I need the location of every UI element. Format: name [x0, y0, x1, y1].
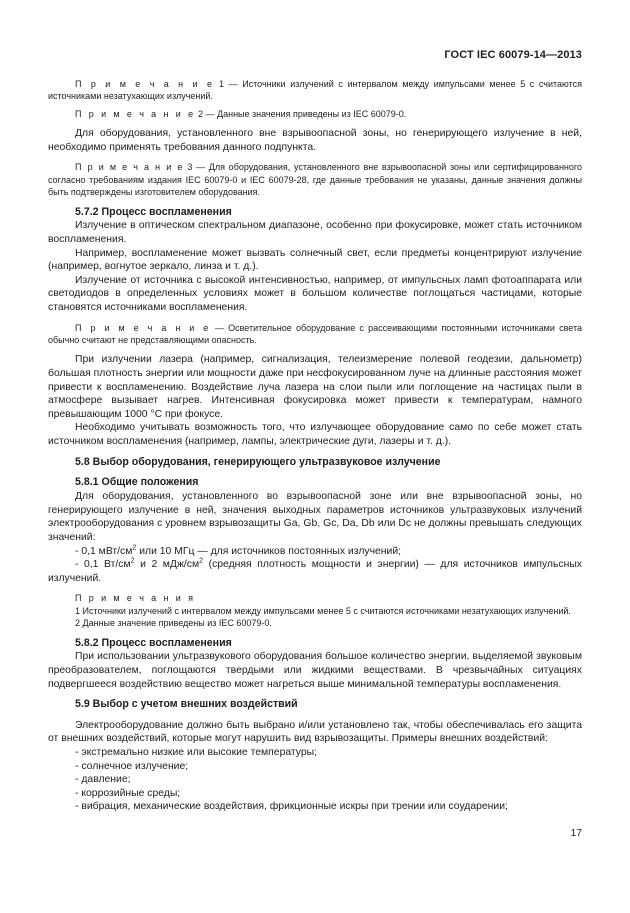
note-label: П р и м е ч а н и е: [75, 162, 184, 173]
paragraph: Необходимо учитывать возможность того, что излучающее оборудование само по себе может стать источником воспламенения (например, лампы, электрические дуги, лазеры и т. д.).: [48, 422, 582, 447]
section-heading-5-7-2: 5.7.2 Процесс воспламенения: [75, 205, 232, 218]
notes-label: [48, 592, 582, 604]
paragraph: При излучении лазера (например, сигнализация, телеизмерение полевой геодезии, дальнометр) большая плотность энергии или мощности даже при несфокусированном луче на длинные расстояния может привести к воспламенению. Воздействие луча лазера на слои пыли или поглощение на частицах пыли в атмосфере вызывает нагрев. Интенсивная фокусировка может привести к температурам, намного превышающим 1000 °С при фокусе.: [48, 354, 582, 420]
superscript: 2: [130, 557, 135, 565]
note: 2 Данные значение приведены из IEC 60079-0.: [75, 618, 272, 629]
note-1: [48, 78, 582, 103]
note: [48, 322, 582, 347]
paragraph: Излучение от источника с высокой интенсивностью, например, от импульсных ламп фотоаппарата или светодиодов в определенных условиях может в большом количестве поглощаться частицами, которые становятся источниками воспламенения.: [48, 274, 582, 313]
note-2: [48, 108, 582, 120]
list-item: - вибрация, механические воздействия, фрикционные искры при трении или соударении;: [75, 801, 508, 813]
list-item: - экстремально низкие или высокие температуры;: [75, 747, 317, 759]
list-item: - коррозийные среды;: [75, 787, 181, 799]
note-3: [48, 161, 582, 198]
note-label: П р и м е ч а н и е: [75, 79, 215, 89]
note: 1 Источники излучений с интервалом между импульсами менее 5 с считаются источниками незатухающих излучений.: [75, 605, 571, 616]
list-item: [48, 545, 582, 559]
note-label: П р и м е ч а н и е: [75, 322, 211, 333]
document-id-header: ГОСТ IEC 60079-14—2013: [444, 49, 582, 61]
note-text: 3 — Для оборудования, установленного вне взрывоопасной зоны или сертифицированного согласно требованиям издания IEC 60079-0 и IEC 60079-28, где данные требования не указаны, данные значения должны быть подтверждены изготовителем оборудования.: [48, 162, 583, 198]
list-text: или 10 МГц — для источников постоянных излучений;: [136, 545, 402, 557]
paragraph: Для оборудования, установленного вне взрывоопасной зоны, но генерирующего излучение в ней, необходимо применять требования данного подпункта.: [48, 128, 582, 153]
list-text: - 0,1 Вт/см: [75, 559, 131, 571]
list-text: - 0,1 мВт/см: [75, 545, 133, 557]
list-text: и 2 мДж/см: [134, 559, 200, 571]
section-heading-5-9: 5.9 Выбор с учетом внешних воздействий: [75, 698, 298, 711]
section-heading-5-8: 5.8 Выбор оборудования, генерирующего ультразвуковое излучение: [75, 455, 441, 468]
note-text: 2 — Данные значения приведены из IEC 60079-0.: [195, 108, 407, 119]
section-heading-5-8-2: 5.8.2 Процесс воспламенения: [75, 636, 232, 649]
note-label: П р и м е ч а н и я: [75, 593, 196, 604]
page-number: 17: [570, 828, 582, 839]
superscript: 2: [199, 557, 204, 565]
list-item: - давление;: [75, 774, 131, 786]
page-content: [48, 78, 582, 814]
list-item: - солнечное излучение;: [75, 760, 189, 772]
paragraph: Для оборудования, установленного во взрывоопасной зоне или вне взрывоопасной зоны, но генерирующего излучение в ней, значения выходных параметров источников ультразвуковых излучений электрооборудования с уровнем взрывозащиты Ga, Gb, Gc, Da, Db или Dc не должны превышать следующих значений:: [48, 491, 582, 543]
paragraph: Излучение в оптическом спектральном диапазоне, особенно при фокусировке, может стать источником воспламенения.: [48, 220, 582, 246]
note-label: П р и м е ч а н и е: [75, 108, 196, 119]
paragraph: Электрооборудование должно быть выбрано и/или установлено так, чтобы обеспечивалась его защита от внешних воздействий, которые могут нарушить вид взрывозащиты. Примеры внешних воздействий:: [48, 719, 582, 745]
paragraph: Например, воспламенение может вызвать солнечный свет, если предметы концентрируют излучение (например, вогнутое зеркало, линза и т. д.).: [48, 247, 582, 273]
list-text: (средняя плотность мощности и энергии) — для источников импульсных излучений.: [48, 559, 582, 584]
paragraph: При использовании ультразвукового оборудования большое количество энергии, выделяемой звуковым преобразователем, поглощаются твердыми или жидкими веществами. В чрезвычайных ситуациях подвергшееся воздействию вещество может нагреться выше минимальной температуры воспламенения.: [48, 651, 582, 690]
note-text: — Осветительное оборудование с рассеивающими постоянными источниками света обычно считают не представляющими опасность.: [48, 322, 582, 345]
list-item: [48, 558, 582, 585]
superscript: 2: [132, 544, 137, 552]
section-heading-5-8-1: 5.8.1 Общие положения: [75, 476, 199, 489]
note-text: 1 — Источники излучений с интервалом между импульсами менее 5 с считаются источниками незатухающих излучений.: [48, 79, 582, 102]
